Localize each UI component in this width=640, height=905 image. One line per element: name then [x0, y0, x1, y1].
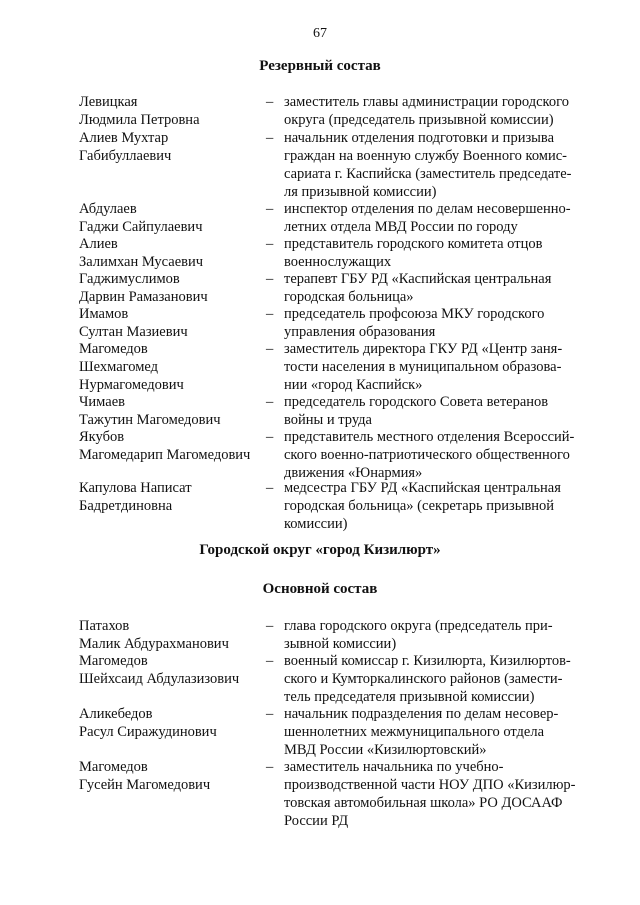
member-name-line: Шейхсаид Абдулазизович	[79, 671, 240, 687]
member-name-line: Якубов	[79, 429, 125, 445]
member-name	[79, 428, 269, 464]
dash-separator: –	[266, 653, 274, 669]
district-heading: Городской округ «город Кизилюрт»	[199, 542, 441, 558]
member-name-line: Гаджи Сайпулаевич	[79, 219, 203, 235]
dash-separator: –	[266, 706, 274, 722]
member-role: заместитель директора ГКУ РД «Центр заня- тости населения в муниципальном образова- нии «город Каспийск»	[284, 341, 563, 393]
member-name	[79, 479, 269, 515]
member-name	[79, 93, 269, 129]
main-heading: Основной состав	[262, 581, 378, 597]
member-name-line: Гусейн Магомедович	[79, 777, 211, 793]
member-name-line: Патахов	[79, 618, 130, 634]
page-number: 67	[313, 26, 327, 41]
dash-separator: –	[266, 306, 274, 322]
member-name	[79, 705, 269, 741]
member-name-line: Габибуллаевич	[79, 148, 172, 164]
member-role: начальник отделения подготовки и призыва граждан на военную службу Военного комис- сариата г. Каспийска (заместитель председате- ля призывной комиссии)	[284, 130, 572, 200]
member-role: начальник подразделения по делам несовер- шеннолетних межмуниципального отдела МВД России «Кизилюртовский»	[284, 706, 559, 758]
member-name-line: Бадретдиновна	[79, 498, 173, 514]
reserve-heading: Резервный состав	[259, 58, 381, 74]
member-role: председатель профсоюза МКУ городского управления образования	[284, 306, 545, 340]
dash-separator: –	[266, 394, 274, 410]
member-name-line: Шехмагомед	[79, 359, 158, 375]
member-role: заместитель главы администрации городского округа (председатель призывной комиссии)	[284, 94, 569, 128]
member-name	[79, 393, 269, 429]
dash-separator: –	[266, 94, 274, 110]
member-name-line: Гаджимуслимов	[79, 271, 180, 287]
member-name-line: Левицкая	[79, 94, 138, 110]
member-name-line: Магомедарип Магомедович	[79, 447, 251, 463]
member-name	[79, 652, 269, 688]
member-name-line: Магомедов	[79, 341, 148, 357]
member-name-line: Алиев	[79, 236, 118, 252]
member-name-line: Залимхан Мусаевич	[79, 254, 204, 270]
dash-separator: –	[266, 429, 274, 445]
member-name	[79, 758, 269, 794]
dash-separator: –	[266, 618, 274, 634]
member-name-line: Капулова Написат	[79, 480, 192, 496]
member-name	[79, 235, 269, 271]
member-role: медсестра ГБУ РД «Каспийская центральная городская больница» (секретарь призывной комиссии)	[284, 480, 561, 532]
member-name-line: Чимаев	[79, 394, 125, 410]
member-name-line: Магомедов	[79, 759, 148, 775]
member-name-line: Малик Абдурахманович	[79, 636, 229, 652]
dash-separator: –	[266, 480, 274, 496]
dash-separator: –	[266, 130, 274, 146]
member-name-line: Имамов	[79, 306, 129, 322]
dash-separator: –	[266, 236, 274, 252]
dash-separator: –	[266, 759, 274, 775]
member-name	[79, 129, 269, 165]
member-role: инспектор отделения по делам несовершенно- летних отдела МВД России по городу	[284, 201, 571, 235]
member-role: глава городского округа (председатель при- зывной комиссии)	[284, 618, 553, 652]
member-name	[79, 305, 269, 341]
member-role: военный комиссар г. Кизилюрта, Кизилюртов- ского и Кумторкалинского районов (замести- тель председателя призывной комиссии)	[284, 653, 571, 705]
member-name	[79, 200, 269, 236]
member-name-line: Аликебедов	[79, 706, 153, 722]
member-name-line: Людмила Петровна	[79, 112, 200, 128]
member-name-line: Султан Мазиевич	[79, 324, 188, 340]
member-role: председатель городского Совета ветеранов войны и труда	[284, 394, 549, 428]
member-role: представитель городского комитета отцов военнослужащих	[284, 236, 543, 270]
member-name-line: Абдулаев	[79, 201, 137, 217]
member-name-line: Алиев Мухтар	[79, 130, 169, 146]
member-name-line: Магомедов	[79, 653, 148, 669]
member-role: представитель местного отделения Всероссий- ского военно-патриотического общественного движения «Юнармия»	[284, 429, 575, 481]
member-role: заместитель начальника по учебно- производственной части НОУ ДПО «Кизилюр- товская автомобильная школа» РО ДОСААФ России РД	[284, 759, 576, 829]
dash-separator: –	[266, 201, 274, 217]
member-name-line: Тажутин Магомедович	[79, 412, 221, 428]
member-role: терапевт ГБУ РД «Каспийская центральная городская больница»	[284, 271, 552, 305]
member-name-line: Нурмагомедович	[79, 377, 184, 393]
dash-separator: –	[266, 341, 274, 357]
member-name	[79, 340, 269, 394]
member-name	[79, 617, 269, 653]
dash-separator: –	[266, 271, 274, 287]
member-name-line: Дарвин Рамазанович	[79, 289, 208, 305]
member-name	[79, 270, 269, 306]
member-name-line: Расул Сиражудинович	[79, 724, 217, 740]
